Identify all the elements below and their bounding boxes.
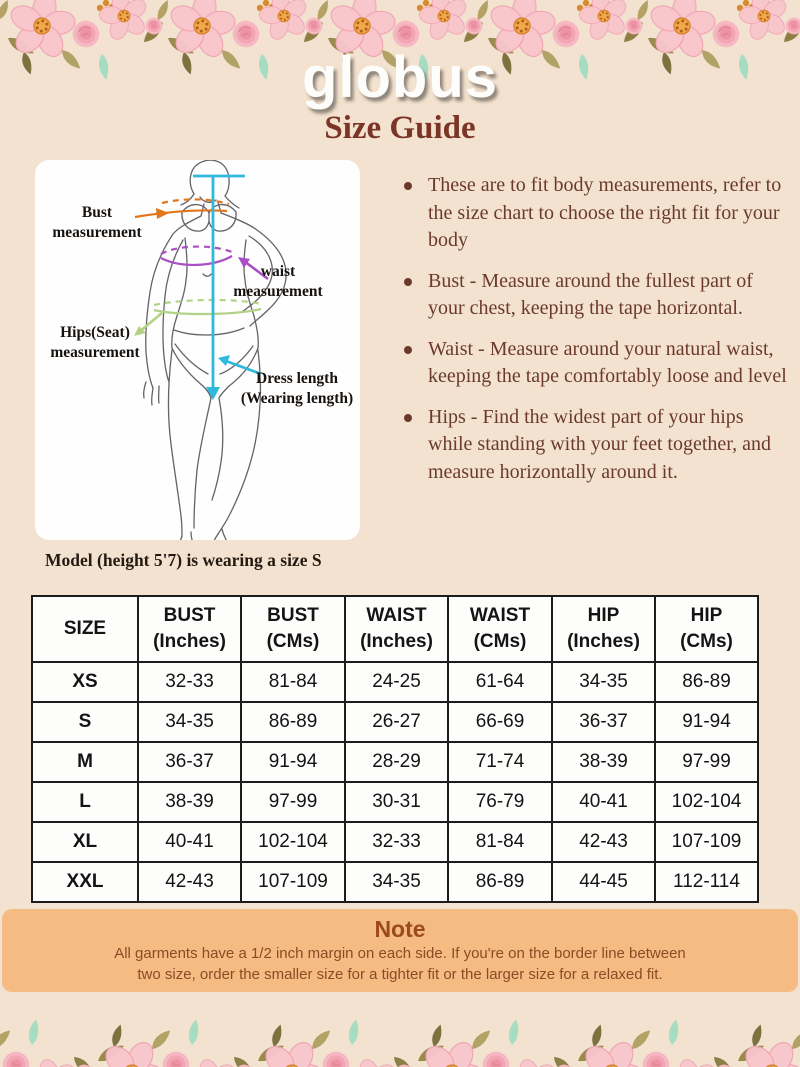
page-title: Size Guide (324, 110, 476, 146)
size-label: XS (32, 662, 138, 702)
table-cell: 44-45 (552, 862, 655, 902)
size-label: L (32, 782, 138, 822)
table-cell: 36-37 (138, 742, 241, 782)
table-cell: 91-94 (655, 702, 758, 742)
bust-label-line2: measurement (52, 224, 142, 241)
size-label: M (32, 742, 138, 782)
table-cell: 66-69 (448, 702, 552, 742)
table-cell: 28-29 (345, 742, 448, 782)
hips-label-line1: Hips(Seat) (60, 324, 130, 341)
size-chart-table (31, 595, 759, 903)
table-cell: 91-94 (241, 742, 345, 782)
col-header-waist-inches: WAIST (Inches) (345, 596, 448, 662)
table-cell: 107-109 (655, 822, 758, 862)
size-label: XXL (32, 862, 138, 902)
table-row (32, 702, 758, 742)
hips-label-line2: measurement (50, 344, 140, 361)
table-cell: 86-89 (241, 702, 345, 742)
instruction-item: Waist - Measure around your natural waist, keeping the tape comfortably loose and level (399, 336, 791, 391)
hips-measure-line (134, 300, 261, 336)
size-label: S (32, 702, 138, 742)
col-header-hip-cms: HIP (CMs) (655, 596, 758, 662)
table-cell: 42-43 (552, 822, 655, 862)
brand-logo: globus (301, 45, 499, 110)
table-cell: 97-99 (655, 742, 758, 782)
table-cell: 97-99 (241, 782, 345, 822)
note-text-line1: All garments have a 1/2 inch margin on each side. If you're on the border line between (114, 945, 686, 962)
table-cell: 102-104 (655, 782, 758, 822)
table-cell: 32-33 (138, 662, 241, 702)
waist-label-line2: measurement (233, 283, 323, 300)
table-cell: 102-104 (241, 822, 345, 862)
table-cell: 81-84 (241, 662, 345, 702)
dress-length-label-line1: Dress length (256, 370, 338, 387)
col-header-waist-cms: WAIST (CMs) (448, 596, 552, 662)
table-cell: 24-25 (345, 662, 448, 702)
table-row (32, 862, 758, 902)
body-measurement-illustration (35, 160, 360, 540)
col-header-size: SIZE (32, 596, 138, 662)
measurement-diagram (35, 160, 360, 540)
size-label: XL (32, 822, 138, 862)
col-header-bust-cms: BUST (CMs) (241, 596, 345, 662)
note-banner (2, 909, 798, 992)
dress-length-label-line2: (Wearing length) (240, 390, 354, 407)
table-cell: 107-109 (241, 862, 345, 902)
table-cell: 76-79 (448, 782, 552, 822)
table-cell: 26-27 (345, 702, 448, 742)
table-cell: 36-37 (552, 702, 655, 742)
note-text-line2: two size, order the smaller size for a tighter fit or the larger size for a relaxed fit. (137, 966, 663, 983)
table-cell: 40-41 (138, 822, 241, 862)
table-cell: 42-43 (138, 862, 241, 902)
table-header-row (32, 596, 758, 662)
table-cell: 112-114 (655, 862, 758, 902)
instruction-item: Bust - Measure around the fullest part of your chest, keeping the tape horizontal. (399, 268, 791, 323)
instruction-item: Hips - Find the widest part of your hips while standing with your feet together, and measure horizontally around it. (399, 404, 791, 487)
table-cell: 30-31 (345, 782, 448, 822)
measurement-instructions (399, 172, 791, 499)
table-cell: 34-35 (138, 702, 241, 742)
table-cell: 81-84 (448, 822, 552, 862)
table-cell: 34-35 (345, 862, 448, 902)
table-row (32, 782, 758, 822)
table-cell: 40-41 (552, 782, 655, 822)
figure-outline (144, 160, 286, 540)
bust-label-line1: Bust (81, 204, 113, 221)
table-cell: 86-89 (448, 862, 552, 902)
table-cell: 38-39 (138, 782, 241, 822)
model-size-caption: Model (height 5'7) is wearing a size S (45, 550, 322, 570)
table-cell: 71-74 (448, 742, 552, 782)
floral-border-bottom-image (0, 1003, 800, 1067)
table-cell: 32-33 (345, 822, 448, 862)
waist-label-line1: waist (260, 263, 296, 280)
col-header-bust-inches: BUST (Inches) (138, 596, 241, 662)
instruction-item: These are to fit body measurements, refer to the size chart to choose the right fit for your body (399, 172, 791, 255)
table-row (32, 822, 758, 862)
table-row (32, 742, 758, 782)
table-cell: 34-35 (552, 662, 655, 702)
table-cell: 86-89 (655, 662, 758, 702)
note-title: Note (374, 916, 426, 942)
table-cell: 61-64 (448, 662, 552, 702)
col-header-hip-inches: HIP (Inches) (552, 596, 655, 662)
table-cell: 38-39 (552, 742, 655, 782)
table-row (32, 662, 758, 702)
